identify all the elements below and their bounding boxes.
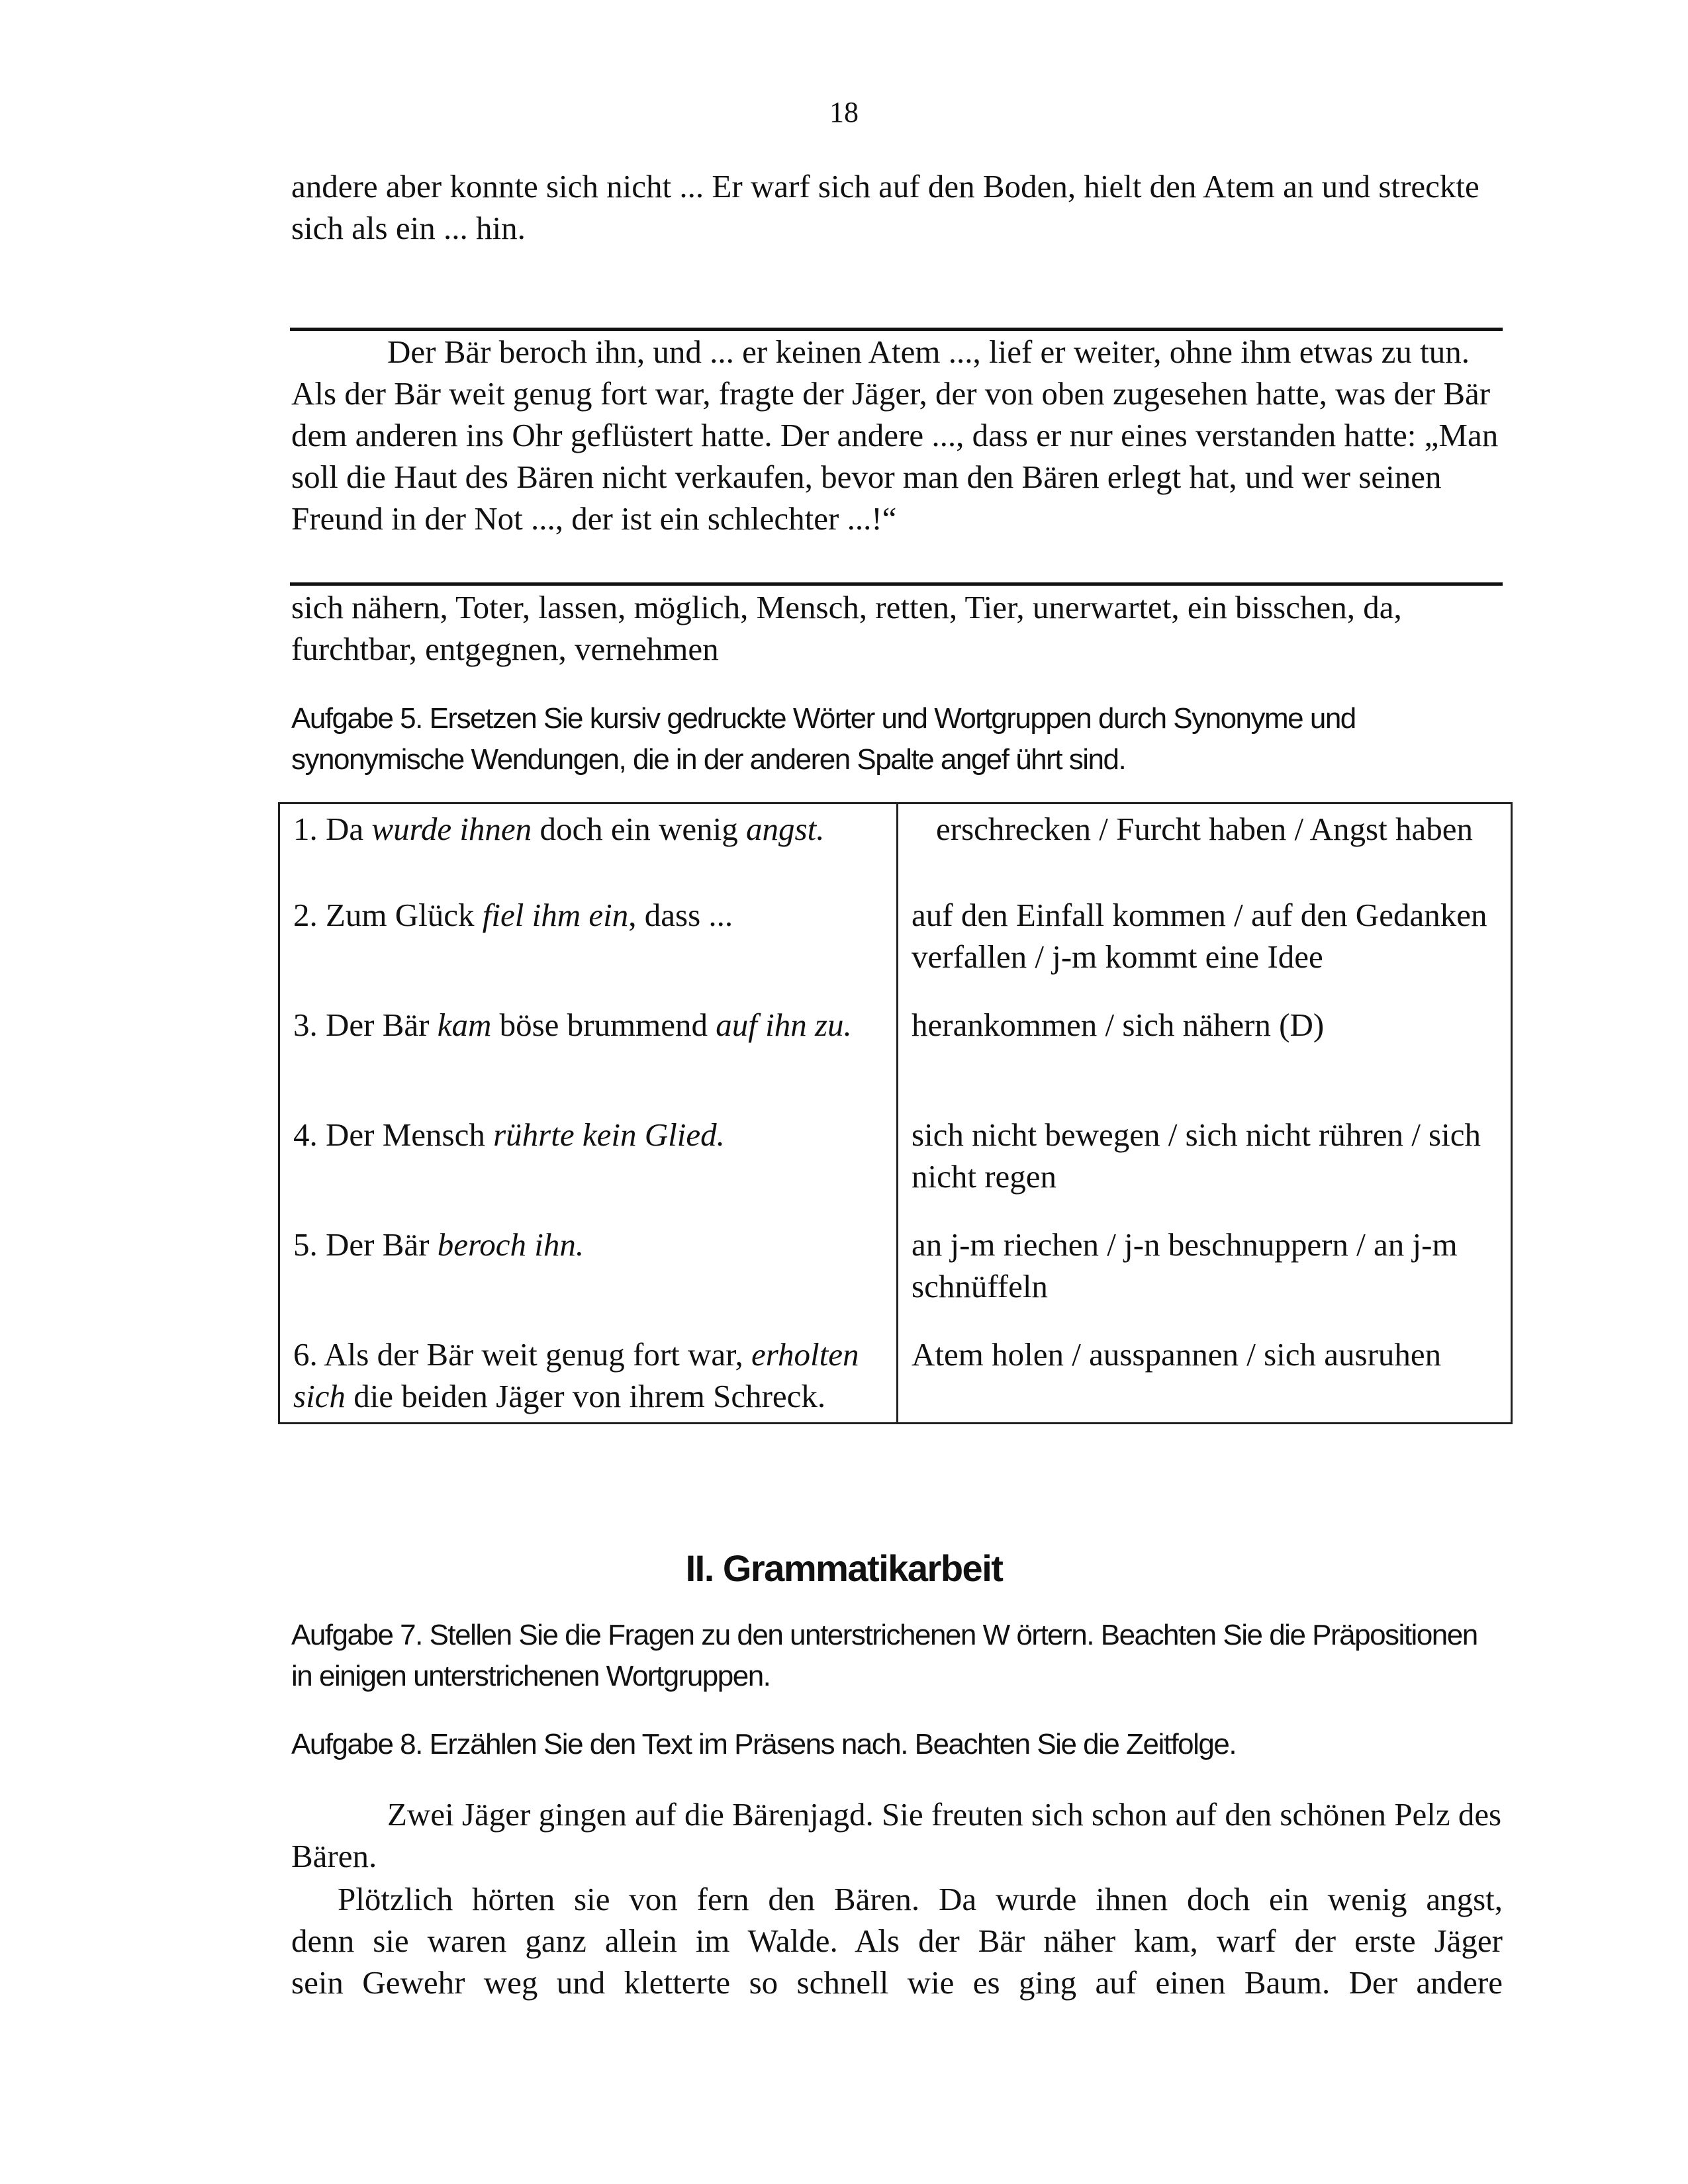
table-cell-synonyms: auf den Einfall kommen / auf den Gedanken verfallen / j-m kommt eine Idee bbox=[898, 889, 1512, 999]
paragraph-top: andere aber konnte sich nicht ... Er warf sich auf den Boden, hielt den Atem an und streckte sich als ein ... hin. bbox=[291, 168, 1479, 246]
story-line: denn sie waren ganz allein im Walde. Als der Bär näher kam, warf der erste Jäger bbox=[291, 1923, 1503, 1959]
table-cell-sentence bbox=[279, 803, 898, 889]
sentence-italic-part: wurde ihnen bbox=[371, 811, 532, 847]
task-8-instruction: Aufgabe 8. Erzählen Sie den Text im Präsens nach. Beachten Sie die Zeitfolge. bbox=[291, 1728, 1237, 1760]
sentence-part: 2. Zum Glück bbox=[293, 897, 483, 933]
synonym-table bbox=[278, 802, 1513, 1424]
table-cell-sentence bbox=[279, 1328, 898, 1424]
table-cell-sentence bbox=[279, 889, 898, 999]
table-row bbox=[279, 999, 1512, 1109]
sentence-part: , dass ... bbox=[628, 897, 733, 933]
table-row bbox=[279, 1109, 1512, 1218]
task-7-instruction: Aufgabe 7. Stellen Sie die Fragen zu den unterstrichenen W örtern. Beachten Sie die Präpositionen in einigen unterstrichenen Wortgruppen. bbox=[291, 1619, 1477, 1692]
sentence-part: 1. Da bbox=[293, 811, 372, 847]
sentence-italic-part: fiel ihm ein bbox=[482, 897, 629, 933]
table-cell-synonyms: sich nicht bewegen / sich nicht rühren / sich nicht regen bbox=[898, 1109, 1512, 1218]
table-row bbox=[279, 803, 1512, 889]
divider-bottom bbox=[290, 582, 1503, 586]
sentence-part: 5. Der Bär bbox=[293, 1226, 438, 1263]
boxed-paragraph: Der Bär beroch ihn, und ... er keinen Atem ..., lief er weiter, ohne ihm etwas zu tun. Als der Bär weit genug fort war, fragte der Jäger, der von oben zugesehen hatte, was der Bär dem anderen ins Ohr geflüstert hatte. Der andere ..., dass er nur eines verstanden hatte: „Man soll die Haut des Bären nicht verkaufen, bevor man den Bären erlegt hat, und wer seinen Freund in der Not ..., der ist ein schlechter ...!“ bbox=[291, 334, 1499, 537]
story-line: Plötzlich hörten sie von fern den Bären. Da wurde ihnen doch ein wenig angst, bbox=[338, 1881, 1503, 1917]
sentence-part: 3. Der Bär bbox=[293, 1007, 438, 1043]
sentence-part: doch ein wenig bbox=[532, 811, 747, 847]
sentence-italic-part: beroch ihn. bbox=[437, 1226, 585, 1263]
table-cell-synonyms: an j-m riechen / j-n beschnuppern / an j-m schnüffeln bbox=[898, 1218, 1512, 1328]
table-cell-sentence bbox=[279, 999, 898, 1109]
sentence-italic-part: kam bbox=[437, 1007, 492, 1043]
task-5-instruction: Aufgabe 5. Ersetzen Sie kursiv gedruckte Wörter und Wortgruppen durch Synonyme und synonymische Wendungen, die in der anderen Spalte angef ührt sind. bbox=[291, 702, 1356, 776]
sentence-italic-part: rührte kein Glied. bbox=[493, 1116, 725, 1153]
table-cell-sentence bbox=[279, 1218, 898, 1328]
story-paragraph-1: Zwei Jäger gingen auf die Bärenjagd. Sie freuten sich schon auf den schönen Pelz des Bären. bbox=[291, 1796, 1502, 1874]
sentence-part: die beiden Jäger von ihrem Schreck. bbox=[345, 1378, 826, 1414]
word-bank: sich nähern, Toter, lassen, möglich, Mensch, retten, Tier, unerwartet, ein bisschen, da, furchtbar, entgegnen, vernehmen bbox=[291, 589, 1402, 667]
sentence-italic-part: erholten sich bbox=[293, 1336, 859, 1414]
story-line: sein Gewehr weg und kletterte so schnell wie es ging auf einen Baum. Der andere bbox=[291, 1964, 1503, 2001]
story-paragraph-2 bbox=[291, 1878, 1503, 2003]
table-cell-synonyms: Atem holen / ausspannen / sich ausruhen bbox=[898, 1328, 1512, 1424]
sentence-part: böse brummend bbox=[491, 1007, 716, 1043]
sentence-part: 6. Als der Bär weit genug fort war, bbox=[293, 1336, 752, 1373]
table-cell-sentence bbox=[279, 1109, 898, 1218]
section-heading: II. Grammatikarbeit bbox=[685, 1547, 1003, 1589]
sentence-italic-part: auf ihn zu. bbox=[716, 1007, 852, 1043]
page-number: 18 bbox=[829, 96, 859, 128]
table-cell-synonyms: herankommen / sich nähern (D) bbox=[898, 999, 1512, 1109]
table-row bbox=[279, 1218, 1512, 1328]
table-row bbox=[279, 889, 1512, 999]
sentence-italic-part: angst. bbox=[746, 811, 825, 847]
sentence-part: 4. Der Mensch bbox=[293, 1116, 494, 1153]
table-row bbox=[279, 1328, 1512, 1424]
table-cell-synonyms: erschrecken / Furcht haben / Angst haben bbox=[898, 803, 1512, 889]
